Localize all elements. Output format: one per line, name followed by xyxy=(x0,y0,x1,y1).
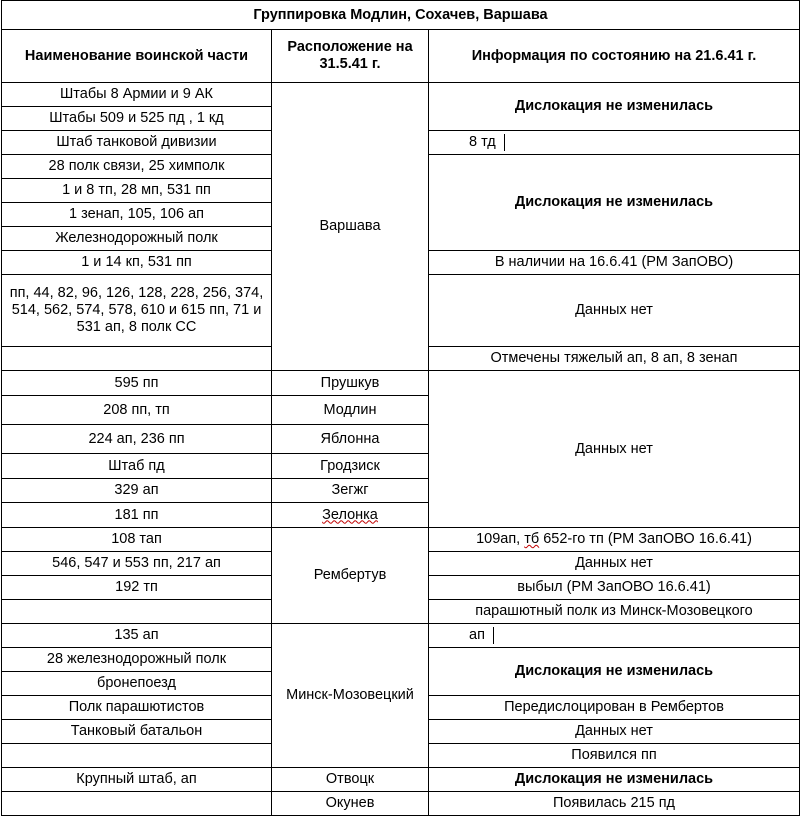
info-tb: тб xyxy=(524,531,540,548)
info-cell xyxy=(429,131,800,155)
info-cell: Передислоцирован в Рембертов xyxy=(429,696,800,720)
location-cell: Отвоцк xyxy=(272,768,429,792)
location-cell: Рембертув xyxy=(272,528,429,624)
info-cell: Данных нет xyxy=(429,275,800,347)
info-cell: Данных нет xyxy=(429,552,800,576)
info-cell xyxy=(429,624,800,648)
unit-cell: 28 полк связи, 25 химполк xyxy=(2,155,272,179)
location-cell: Окунев xyxy=(272,792,429,816)
location-cell: Гродзиск xyxy=(272,454,429,479)
unit-cell: Штаб танковой дивизии xyxy=(2,131,272,155)
info-cell: Отмечены тяжелый ап, 8 ап, 8 зенап xyxy=(429,347,800,371)
info-cell: Данных нет xyxy=(429,720,800,744)
location-cell: Варшава xyxy=(272,83,429,371)
header-info: Информация по состоянию на 21.6.41 г. xyxy=(429,30,800,83)
unit-cell: Полк парашютистов xyxy=(2,696,272,720)
unit-cell xyxy=(2,744,272,768)
grouping-table xyxy=(1,0,800,816)
unit-cell: 224 ап, 236 пп xyxy=(2,425,272,454)
location-cell: Прушкув xyxy=(272,371,429,396)
unit-cell: 192 тп xyxy=(2,576,272,600)
unit-cell xyxy=(2,347,272,371)
location-cell: Зегжг xyxy=(272,479,429,503)
info-652tp: 652-го тп (РМ ЗапОВО 16.6.41) xyxy=(539,531,752,548)
info-cell: Дислокация не изменилась xyxy=(429,155,800,251)
table-title: Группировка Модлин, Сохачев, Варшава xyxy=(2,1,800,30)
info-8td: 8 тд xyxy=(469,134,505,151)
unit-cell: 595 пп xyxy=(2,371,272,396)
location-zielonka: Зелонка xyxy=(322,506,378,523)
unit-cell: 329 ап xyxy=(2,479,272,503)
info-cell: Появилась 215 пд xyxy=(429,792,800,816)
unit-cell: 181 пп xyxy=(2,503,272,528)
info-ap: ап xyxy=(469,627,494,644)
location-cell: Модлин xyxy=(272,396,429,425)
location-cell: Минск-Мозовецкий xyxy=(272,624,429,768)
unit-cell: Танковый батальон xyxy=(2,720,272,744)
header-unit: Наименование воинской части xyxy=(2,30,272,83)
info-cell: выбыл (РМ ЗапОВО 16.6.41) xyxy=(429,576,800,600)
info-cell: Появился пп xyxy=(429,744,800,768)
header-location: Расположение на 31.5.41 г. xyxy=(272,30,429,83)
unit-cell: бронепоезд xyxy=(2,672,272,696)
info-109ap: 109ап, xyxy=(476,531,525,548)
unit-cell: Штабы 8 Армии и 9 АК xyxy=(2,83,272,107)
unit-cell: 1 зенап, 105, 106 ап xyxy=(2,203,272,227)
info-cell: Дислокация не изменилась xyxy=(429,768,800,792)
unit-cell: 1 и 14 кп, 531 пп xyxy=(2,251,272,275)
unit-cell xyxy=(2,792,272,816)
unit-cell: 1 и 8 тп, 28 мп, 531 пп xyxy=(2,179,272,203)
unit-cell: Крупный штаб, ап xyxy=(2,768,272,792)
info-cell: Дислокация не изменилась xyxy=(429,648,800,696)
unit-cell: 28 железнодорожный полк xyxy=(2,648,272,672)
unit-cell: Штаб пд xyxy=(2,454,272,479)
location-cell: Яблонна xyxy=(272,425,429,454)
unit-cell: 135 ап xyxy=(2,624,272,648)
unit-cell: Железнодорожный полк xyxy=(2,227,272,251)
location-cell xyxy=(272,503,429,528)
unit-cell: 108 тап xyxy=(2,528,272,552)
info-cell: парашютный полк из Минск-Мозовецкого xyxy=(429,600,800,624)
info-cell xyxy=(429,528,800,552)
unit-cell: 208 пп, тп xyxy=(2,396,272,425)
info-cell: Данных нет xyxy=(429,371,800,528)
unit-cell: Штабы 509 и 525 пд , 1 кд xyxy=(2,107,272,131)
unit-cell: 546, 547 и 553 пп, 217 ап xyxy=(2,552,272,576)
info-cell: Дислокация не изменилась xyxy=(429,83,800,131)
unit-cell: пп, 44, 82, 96, 126, 128, 228, 256, 374, 514, 562, 574, 578, 610 и 615 пп, 71 и 531 ап, 8 полк СС xyxy=(2,275,272,347)
info-cell: В наличии на 16.6.41 (РМ ЗапОВО) xyxy=(429,251,800,275)
unit-cell xyxy=(2,600,272,624)
